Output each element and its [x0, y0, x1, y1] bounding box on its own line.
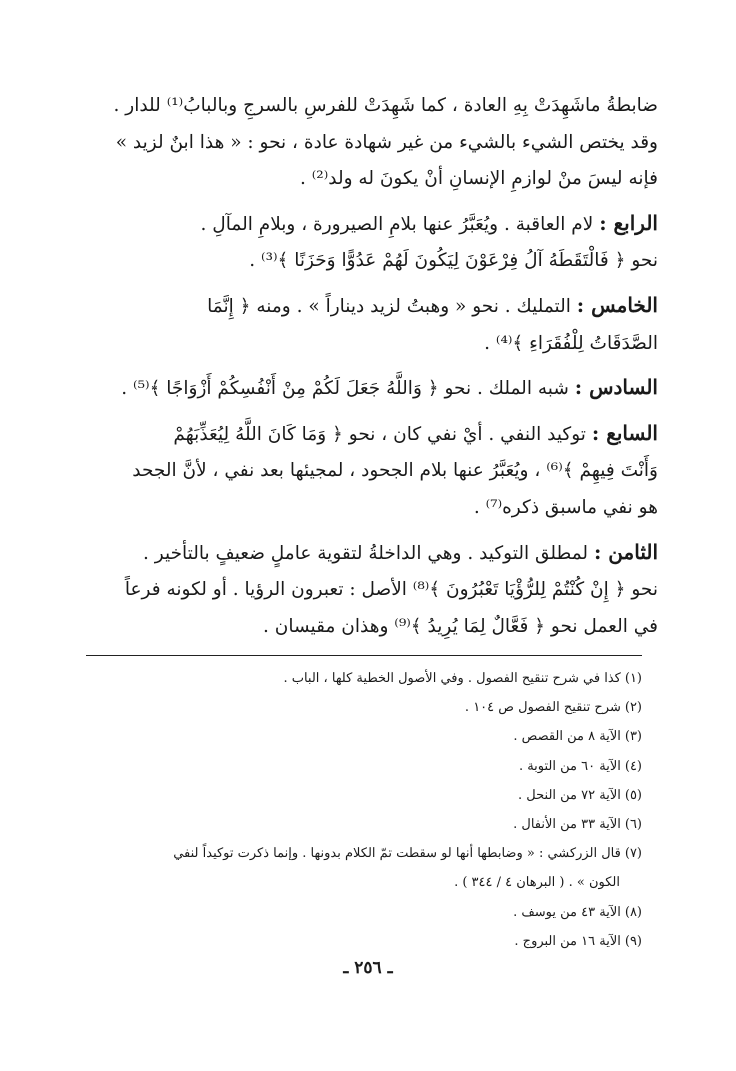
section-term: الرابع :: [599, 210, 658, 235]
section-term: الثامن :: [593, 539, 658, 564]
paragraph-1: [86, 88, 658, 198]
footnote: [82, 810, 642, 839]
footnote-number: (٩): [624, 933, 642, 949]
main-text: [86, 88, 658, 645]
line: توكيد النفي . أيْ نفي كان ، نحو ﴿ وَمَا كَانَ اللَّهُ لِيُعَذِّبَهُمْ: [173, 423, 586, 445]
paragraph-sadis: [86, 369, 658, 408]
footnote-text: شرح تنقيح الفصول ص ١٠٤ .: [464, 700, 621, 716]
footnote-number: (٨): [624, 904, 642, 920]
page-number: ـ ٢٥٦ ـ: [343, 958, 393, 978]
footnote: [82, 839, 642, 868]
line: وَأَنْتَ فِيهِمْ ﴾⁽⁶⁾ ، ويُعَبَّرُ عنها بلام الجحود ، لمجيئها بعد نفي ، لأنَّ الجحد: [132, 460, 658, 482]
footnote-number: (١): [624, 671, 642, 686]
footnote-continuation: [82, 868, 642, 897]
footnote-number: (٤): [624, 758, 642, 774]
footnote: [82, 752, 642, 781]
paragraph-sabi: [86, 415, 658, 527]
footnote-text: الآية ٦٠ من التوبة .: [518, 758, 621, 774]
line: وقد يختص الشيء بالشيء من غير شهادة عادة ، نحو : « هذا ابنٌ لزيد »: [115, 131, 658, 153]
line: لمطلق التوكيد . وهي الداخلةُ لتقوية عاملٍ ضعيفٍ بالتأخير .: [143, 542, 589, 564]
paragraph-rabi: [86, 205, 658, 280]
section-term: السابع :: [591, 420, 658, 445]
footnote-text: الآية ١٦ من البروج .: [514, 933, 621, 949]
footnote: [82, 722, 642, 751]
section-term: الخامس :: [576, 292, 658, 317]
footnote-text: الكون » . ( البرهان ٤ / ٣٤٤ ) .: [454, 875, 620, 891]
footnote: [82, 898, 642, 927]
footnote: [82, 693, 642, 722]
footnote: [82, 664, 642, 693]
footnote-text: كذا في شرح تنقيح الفصول . وفي الأصول الخطية كلها ، الباب .: [283, 671, 621, 686]
line: فإنه ليسَ منْ لوازمِ الإنسانِ أنْ يكونَ له ولد⁽²⁾ .: [299, 168, 658, 190]
footnote-text: الآية ٨ من القصص .: [513, 729, 621, 745]
paragraph-khamis: [86, 287, 658, 362]
line: شبه الملك . نحو ﴿ وَاللَّهُ جَعَلَ لَكُمْ مِنْ أَنْفُسِكُمْ أَزْوَاجًا ﴾⁽⁵⁾ .: [121, 378, 569, 400]
line: الصَّدَقَاتُ لِلْفُقَرَاءِ ﴾⁽⁴⁾ .: [484, 332, 658, 354]
footnote-text: الآية ٤٣ من يوسف .: [513, 904, 621, 920]
footnote-text: الآية ٧٢ من النحل .: [518, 787, 621, 803]
footnote: [82, 927, 642, 956]
line: نحو ﴿ فَالْتَقَطَهُ آلُ فِرْعَوْنَ لِيَكُونَ لَهُمْ عَدُوًّا وَحَزَنًا ﴾⁽³⁾ .: [249, 250, 658, 272]
section-term: السادس :: [574, 375, 658, 400]
footnote-text: قال الزركشي : « وضابطها أنها لو سقطت تمّ الكلام بدونها . وإنما ذكرت توكيداً لنفي: [173, 846, 621, 862]
footnote-divider: [86, 655, 642, 656]
footnote-number: (٧): [624, 846, 642, 862]
footnote-number: (٦): [624, 817, 642, 833]
line: التمليك . نحو « وهبتُ لزيد ديناراً » . ومنه ﴿ إِنَّمَا: [207, 295, 571, 317]
footnotes: [82, 664, 642, 956]
footnote-number: (٣): [624, 729, 642, 745]
line: نحو ﴿ إِنْ كُنْتُمْ لِلرُّؤْيَا تَعْبُرُونَ ﴾⁽⁸⁾ الأصل : تعبرون الرؤيا . أو لكونه فرعاً: [124, 579, 658, 601]
line: هو نفي ماسبق ذكره⁽⁷⁾ .: [473, 496, 658, 518]
footnote-number: (٥): [624, 787, 642, 803]
line: ضابطةُ ماشَهِدَتْ بِهِ العادة ، كما شَهِدَتْ للفرسِ بالسرجِ وبالبابُ⁽¹⁾ للدار .: [113, 95, 658, 116]
footnote-text: الآية ٣٣ من الأنفال .: [513, 817, 621, 833]
paragraph-thamin: [86, 534, 658, 646]
footnote: [82, 781, 642, 810]
footnote-number: (٢): [624, 700, 642, 716]
line: لام العاقبة . ويُعَبَّرُ عنها بلامِ الصيرورة ، وبلامِ المآلِ .: [200, 213, 594, 235]
line: في العمل نحو ﴿ فَعَّالٌ لِمَا يُرِيدُ ﴾⁽⁹⁾ وهذان مقيسان .: [263, 615, 658, 637]
